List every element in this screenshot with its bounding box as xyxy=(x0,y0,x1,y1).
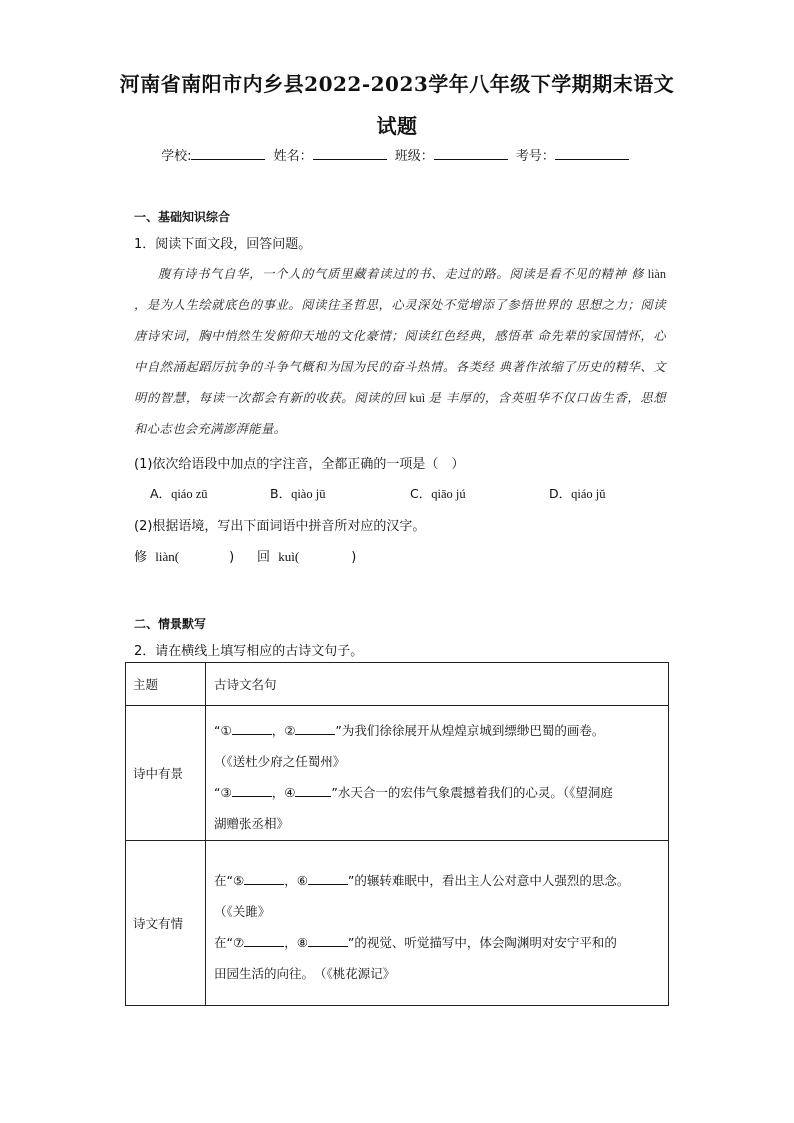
fill-item-1-word: 修 xyxy=(134,550,148,565)
option-d-value: qiáo jǔ xyxy=(571,487,606,501)
fill-item-2-word: 回 xyxy=(257,550,271,565)
class-label: 班级： xyxy=(394,149,434,164)
blank-8-label: ，⑧ xyxy=(284,935,308,950)
exam-no-field[interactable] xyxy=(555,147,629,160)
option-d[interactable] xyxy=(549,484,606,502)
passage-line: 是 xyxy=(428,391,442,405)
fill-item-2-pinyin: kuì( xyxy=(278,549,300,564)
passage-line: 丰厚的，含英咀华不仅口齿生香，思想和心志也会充满澎湃能量。 xyxy=(134,391,667,436)
passage-line: 腹有诗书气自华，一个人的气质里藏着读过的书、走过的路。阅读是看不见的精神 xyxy=(158,267,627,281)
row2-line-text: ”的视觉、听觉描写中，体会陶渊明对安宁平和的 xyxy=(347,935,617,950)
table-row xyxy=(126,841,669,1006)
table-row xyxy=(126,706,669,841)
passage-line: 修 xyxy=(631,267,645,281)
source-4: 田园生活的向往。 （《桃花源记》 xyxy=(214,966,396,981)
question2-prompt: 2．请在横线上填写相应的古诗文句子。 xyxy=(134,644,364,659)
poem-table xyxy=(125,662,669,1006)
page-title-line2: 试题 xyxy=(376,114,418,138)
table-header-row xyxy=(126,663,669,706)
blank-5[interactable] xyxy=(244,872,284,885)
name-field[interactable] xyxy=(313,147,387,160)
subquestion1: (1)依次给语段中加点的字注音，全都正确的一项是（ ） xyxy=(134,457,465,472)
option-c[interactable] xyxy=(410,484,466,502)
blank-1[interactable] xyxy=(232,722,272,735)
pinyin-lian: liàn xyxy=(644,267,667,281)
row1-theme: 诗中有景 xyxy=(126,706,206,841)
option-b-value: qiào jū xyxy=(291,487,326,501)
fill-item-2-close: ) xyxy=(351,550,357,565)
page-title: 河南省南阳市内乡县2022-2023学年八年级下学期期末语文 xyxy=(119,72,675,96)
fill-item-1-pinyin: liàn( xyxy=(155,549,180,564)
subquestion2: (2)根据语境，写出下面词语中拼音所对应的汉字。 xyxy=(134,519,426,534)
option-d-label: D． xyxy=(549,486,572,501)
section1-heading: 一、基础知识综合 xyxy=(134,210,231,224)
blank-1-label: “① xyxy=(214,723,232,738)
option-b-label: B． xyxy=(270,486,292,501)
passage-line: 命先辈的家国情怀，心中自然涌起蹈厉抗争的斗争气概和为国为民的奋斗热情。各类经 xyxy=(134,329,666,374)
row2-line-text: ”的辗转难眠中，看出主人公对意中人强烈的思念。 xyxy=(347,873,630,888)
fill-item-2 xyxy=(257,546,356,565)
blank-3[interactable] xyxy=(232,784,272,797)
blank-6-label: ，⑥ xyxy=(284,873,308,888)
fill-item-1-close: ) xyxy=(229,550,235,565)
blank-3-label: “③ xyxy=(214,785,232,800)
blank-5-label: 在“⑤ xyxy=(214,873,245,888)
class-field[interactable] xyxy=(434,147,508,160)
passage-line: 思想之力；阅读唐诗宋词，胸中悄然生发俯仰天地的文化豪情；阅读红色经典，感悟革 xyxy=(134,298,666,343)
school-label: 学校: xyxy=(161,149,192,164)
blank-4[interactable] xyxy=(295,784,331,797)
option-c-value: qiāo jú xyxy=(431,487,466,501)
exam-no-label: 考号： xyxy=(515,149,555,164)
row2-theme: 诗文有情 xyxy=(126,841,206,1006)
blank-4-label: ，④ xyxy=(271,785,296,800)
header-content: 古诗文名句 xyxy=(206,663,669,706)
reading-passage xyxy=(134,259,666,445)
school-field[interactable] xyxy=(191,147,265,160)
row1-content xyxy=(206,706,669,841)
blank-6[interactable] xyxy=(308,872,348,885)
row1-line-text: ”为我们徐徐展开从煌煌京城到缥缈巴蜀的画卷。 xyxy=(335,723,605,738)
blank-8[interactable] xyxy=(308,934,348,947)
row2-content xyxy=(206,841,669,1006)
question1-prompt: 1．阅读下面文段，回答问题。 xyxy=(134,237,312,252)
blank-2[interactable] xyxy=(295,722,335,735)
row1-line-text: ”水天合一的宏伟气象震撼着我们的心灵。（《望洞庭 xyxy=(331,785,613,800)
section2-heading: 二、情景默写 xyxy=(134,617,207,631)
student-info-line xyxy=(0,145,794,164)
option-a-value: qiáo zū xyxy=(171,487,208,501)
option-b[interactable] xyxy=(270,484,325,502)
source-3: （《关雎》 xyxy=(214,904,271,919)
blank-2-label: ，② xyxy=(271,723,296,738)
option-a[interactable] xyxy=(150,484,208,502)
pinyin-kui: kuì xyxy=(406,391,429,405)
fill-item-1 xyxy=(134,546,234,565)
blank-7[interactable] xyxy=(244,934,284,947)
source-1: （《送杜少府之任蜀州》 xyxy=(214,754,346,769)
option-a-label: A． xyxy=(150,486,172,501)
passage-line: ，是为人生绘就底色的事业。阅读往圣哲思，心灵深处不觉增添了参悟世界的 xyxy=(134,298,572,312)
option-c-label: C． xyxy=(410,486,432,501)
source-2: 湖赠张丞相》 xyxy=(214,816,290,831)
name-label: 姓名： xyxy=(273,149,313,164)
passage-line: 典著作浓缩了历史的精华、文明的智慧，每读一次都会有新的收获。阅读的回 xyxy=(134,360,667,405)
header-theme: 主题 xyxy=(126,663,206,706)
blank-7-label: 在“⑦ xyxy=(214,935,245,950)
